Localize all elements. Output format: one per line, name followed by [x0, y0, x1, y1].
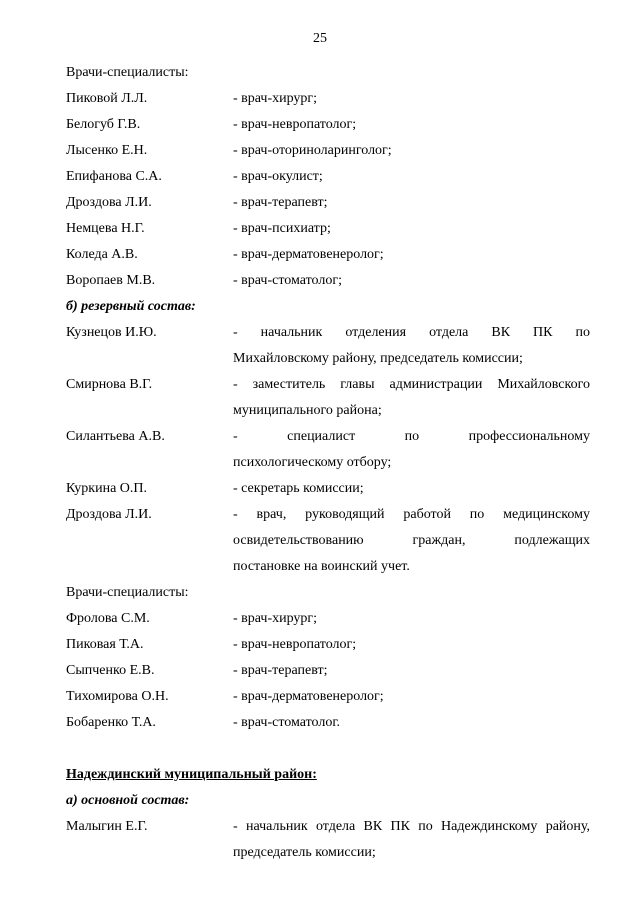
document-content — [66, 60, 590, 866]
person-name: Смирнова В.Г. — [66, 377, 153, 392]
person-role: - врач-дерматовенеролог; — [233, 689, 384, 704]
person-name: Немцева Н.Г. — [66, 221, 145, 236]
district-title: Надеждинский муниципальный район: — [66, 767, 317, 782]
person-role: - врач-окулист; — [233, 169, 323, 184]
role-line: постановке на воинский учет. — [233, 559, 410, 574]
role-line: муниципального района; — [233, 403, 382, 418]
person-role — [233, 320, 590, 372]
main-members-list — [66, 814, 590, 866]
list-item — [66, 606, 590, 632]
person-name: Малыгин Е.Г. — [66, 819, 148, 834]
person-name: Белогуб Г.В. — [66, 117, 141, 132]
reserve-list — [66, 320, 590, 580]
person-name: Дроздова Л.И. — [66, 507, 152, 522]
list-item — [66, 424, 590, 476]
person-role: - врач-терапевт; — [233, 663, 328, 678]
person-name: Лысенко Е.Н. — [66, 143, 148, 158]
person-role — [233, 372, 590, 424]
reserve-specialists-title: Врачи-специалисты: — [66, 585, 189, 600]
person-role — [233, 476, 590, 502]
list-item — [66, 268, 590, 294]
person-role — [233, 814, 590, 866]
role-line: - врач, руководящий работой по медицинскому — [233, 507, 590, 522]
list-item — [66, 372, 590, 424]
role-line: - специалист по профессиональному — [233, 429, 590, 444]
specialists-title: Врачи-специалисты: — [66, 65, 189, 80]
role-line: - заместитель главы администрации Михайловского — [233, 377, 590, 392]
role-line: психологическому отбору; — [233, 455, 392, 470]
list-item — [66, 112, 590, 138]
person-role: - врач-стоматолог; — [233, 273, 342, 288]
person-name: Фролова С.М. — [66, 611, 150, 626]
person-role: - врач-невропатолог; — [233, 637, 357, 652]
list-item — [66, 658, 590, 684]
role-line: председатель комиссии; — [233, 845, 376, 860]
list-item — [66, 190, 590, 216]
person-role — [233, 502, 590, 580]
role-line: - начальник отделения отдела ВК ПК по — [233, 325, 590, 340]
person-role: - врач-дерматовенеролог; — [233, 247, 384, 262]
person-name: Сыпченко Е.В. — [66, 663, 155, 678]
list-item — [66, 86, 590, 112]
person-name: Коледа А.В. — [66, 247, 138, 262]
person-role: - врач-психиатр; — [233, 221, 331, 236]
role-line: - начальник отдела ВК ПК по Надеждинскому району, — [233, 819, 590, 834]
list-item — [66, 684, 590, 710]
person-name: Бобаренко Т.А. — [66, 715, 156, 730]
list-item — [66, 216, 590, 242]
person-role — [233, 424, 590, 476]
list-item — [66, 710, 590, 736]
list-item — [66, 476, 590, 502]
list-item — [66, 320, 590, 372]
person-role: - врач-невропатолог; — [233, 117, 357, 132]
reserve-title: б) резервный состав: — [66, 299, 196, 314]
person-role: - врач-хирург; — [233, 91, 318, 106]
role-line: освидетельствованию граждан, подлежащих — [233, 533, 590, 548]
person-name: Кузнецов И.Ю. — [66, 325, 157, 340]
person-name: Пиковая Т.А. — [66, 637, 144, 652]
person-role: - врач-хирург; — [233, 611, 318, 626]
list-item — [66, 814, 590, 866]
list-item — [66, 138, 590, 164]
person-name: Тихомирова О.Н. — [66, 689, 169, 704]
main-composition-title: а) основной состав: — [66, 793, 190, 808]
person-role: - врач-терапевт; — [233, 195, 328, 210]
list-item — [66, 632, 590, 658]
specialists-list — [66, 86, 590, 294]
list-item — [66, 242, 590, 268]
person-name: Епифанова С.А. — [66, 169, 162, 184]
list-item — [66, 502, 590, 580]
person-name: Силантьева А.В. — [66, 429, 165, 444]
person-name: Куркина О.П. — [66, 481, 148, 496]
person-role: - врач-оториноларинголог; — [233, 143, 392, 158]
person-role: - врач-стоматолог. — [233, 715, 341, 730]
person-name: Дроздова Л.И. — [66, 195, 152, 210]
reserve-specialists-list — [66, 606, 590, 736]
role-line: - секретарь комиссии; — [233, 481, 364, 496]
section-gap — [66, 736, 590, 762]
role-line: Михайловскому району, председатель комиссии; — [233, 351, 523, 366]
person-name: Пиковой Л.Л. — [66, 91, 148, 106]
person-name: Воропаев М.В. — [66, 273, 156, 288]
list-item — [66, 164, 590, 190]
page-number: 25 — [313, 31, 327, 46]
